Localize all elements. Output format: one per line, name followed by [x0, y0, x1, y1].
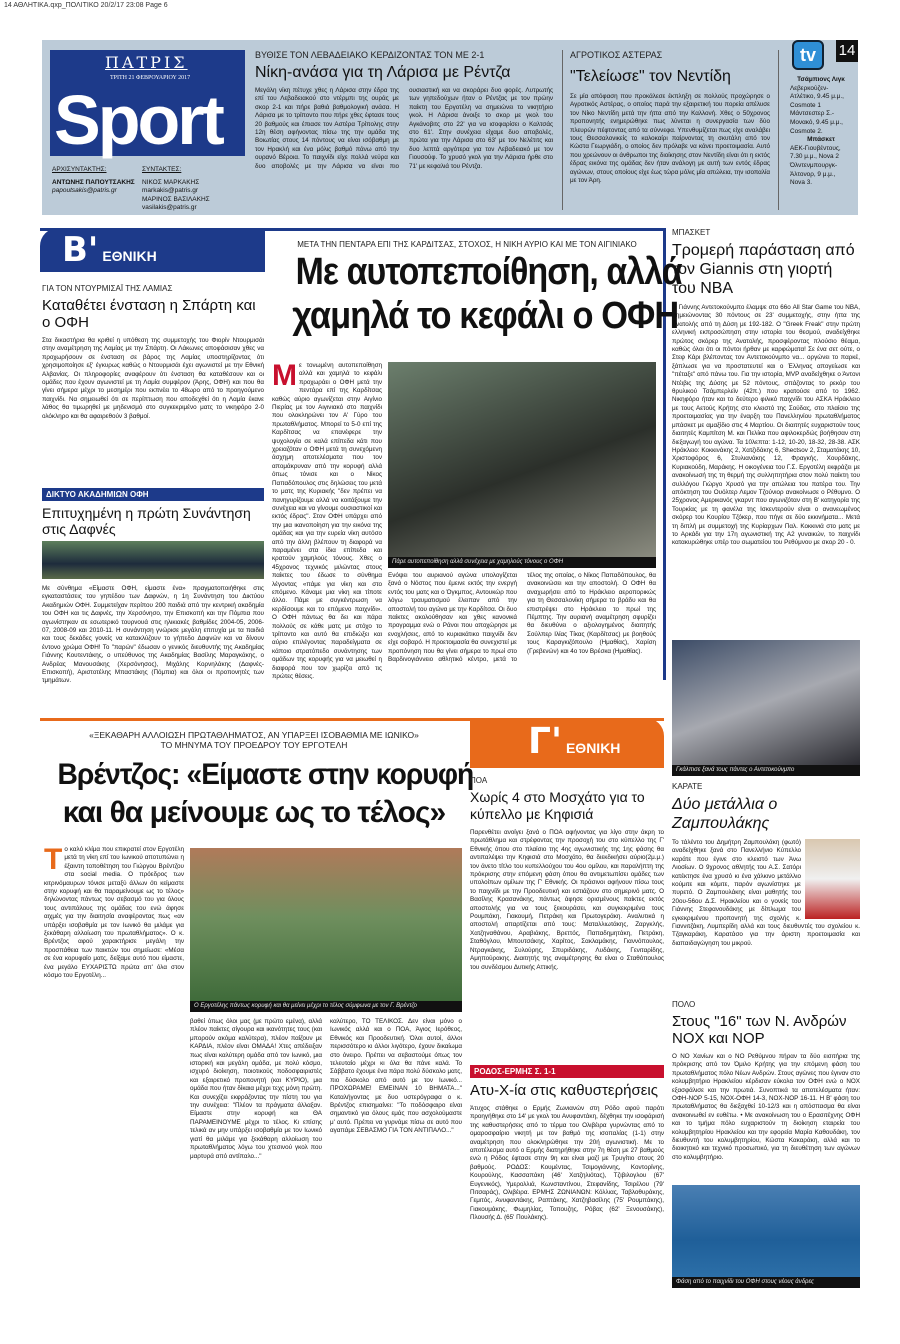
- article-kicker: ΤΟ ΜΗΝΥΜΑ ΤΟΥ ΠΡΟΕΔΡΟΥ ΤΟΥ ΕΡΓΟΤΕΛΗ: [160, 740, 348, 750]
- print-slug: 14 ΑΘΛΗΤΙΚΑ.qxp_ΠΟΛΙΤΙΚΟ 20/2/17 23:08 Page 6: [4, 2, 168, 9]
- issue-date: ΤΡΙΤΗ 21 ΦΕΒΡΟΥΑΡΙΟΥ 2017: [110, 75, 191, 81]
- writers-credit: [142, 166, 247, 213]
- divider: [778, 50, 779, 210]
- article-body: Σε μία απόφαση που προκάλεσε έκπληξη σε πολλούς προχώρησε ο Αγροτικός Αστέρας, ο οποίος παρά την εξαιρετική του πορεία απέλυσε τον Νίκο Νεντίδη μετά την ήττα από την Καλλονή. Χθες ο 50χρονος προπονητής ενημερώθηκε πως λύνεται η συνεργασία των δύο πλευρών πέφτοντας από τα σύννεφα. Υπενθυμίζεται πως είχε αναλάβει τους Θεσσαλονικείς το καλοκαίρι παίρνοντας τη σκυτάλη από τον Κώστα Γεωργιάδη, ο οποίος δεν πρόλαβε να κάνει προετοιμασία. Αυτό που χρεώνουν οι άνθρωποι της διοίκησης στον Νεντίδη είναι ότι η εκτός έδρας εικόνα της ομάδας δεν ήταν ανάλογη με αυτή των εντός έδρας αγώνων, στους οποίους είχε έως τώρα μόλις μία απώλεια, την ισοπαλία με τον Άρη.: [570, 93, 770, 185]
- page-number: 14: [836, 40, 858, 62]
- section-name: Sport: [54, 81, 222, 159]
- article-body: ο καλό κλίμα που επικρατεί στον Εργοτέλη μετά τη νίκη επί του Ιωνικού αποτυπώνει η έξαιντη τοποθέτηση του Γιώργου Βρέντζου στα social media. Ο πρόεδρος των κιτρινόμαυρων τόνισε μεταξύ άλλων ότι κείμαστε στην κορυφή και θα παραμείνουμε ως το τέλος» δηλώνοντας πάντως τον σεβασμό του για όλους τους αντιπάλους της ομάδας του ενώ άφησε αιχμές για την διαιτησία αναφέροντας πως «αν υπάρξει ισοβαθμία με τον Ιωνικό θα μιλάμε για ξεκάθαρη αλλοίωση του πρωταθλήματος». Ο κ. Βρέντζος αφού χαρακτήρισε μεγάλη την προσπάθεια των παικτών του σημείωσε: «Μέσα σε ένα κορυφαίο ματς, δείξαμε αυτό που είμαστε, ένα μεγάλο ΕΥΧΑΡΙΣΤΩ πρώτα απ' όλα στον κόσμο του Εργοτέλη...: [44, 846, 184, 980]
- article-title: χαμηλά το κεφάλι ο ΟΦΗ: [292, 295, 679, 337]
- photo-caption: Γκάλπισε ξανά τους πάντες ο Αντετοκούνμπο: [672, 765, 860, 776]
- article-body: Άτυχος στάθηκε ο Ερμής Ζωνιανών στη Ρόδο αφού παρότι προηγήθηκε στο 14' με γκολ του Ανυφαντάκη, δέχθηκε την ισοφάρισή της καθυστερήσεις από το τέρμα του Ολιβέιρα γυρνώντας από το ομαροσφαίριο νικητή με τον βαθμό της ισοπαλίας (1-1) στην αναμέτρηση που ολοκληρώθηκε την 20ή αγωνιστική. Με το αποτέλεσμα αυτό ο Ερμής διατηρήθηκε στην 7η θέση με 27 βαθμούς ενώ η Ρόδος έφτασε στην 9η και είναι μαζί με Τρυγίτιο στους 20 βαθμούς. ΡΟΔΟΣ: Κουμέντας, Τσιμογιάννης, Κοντορίνης, Κουρούλης, Κασσαπάκη (46' Χατζηλιότας), Τζιβιλογλου (67' Ευγενικός), Υμερολλιά, Κωνσταντίνου, Στεφανίδης, Τσιρέλου (79' Πιτσαράς), Ολιβέιρα. ΕΡΜΗΣ ΖΩΝΙΑΝΩΝ: Κόλλιας, Ταβλοθυράκης, Γεμιτός, Ανυφαντάκης, Ραπτάκης, Χατζηβασίλης (75' Ρουμπάκης), Γιακουμάκης, Φωμηλίας, Τοπουζης, Ρόβας (62' Ξενουσάκης), Πλουσής Δ. (65' Πουλάκης).: [470, 1105, 664, 1222]
- article-nba: [672, 228, 860, 606]
- editor-label: ΑΡΧΙΣΥΝΤΑΚΤΗΣ:: [52, 166, 107, 173]
- article-kicker: ΒΥΘΙΣΕ ΤΟΝ ΛΕΒΑΔΕΙΑΚΟ ΚΕΡΔΙΖΟΝΤΑΣ ΤΟΝ ΜΕ 2-1: [255, 50, 485, 60]
- masthead-logo: [50, 50, 245, 159]
- drop-cap: Μ: [272, 359, 297, 392]
- academy-photo: [42, 541, 264, 579]
- article-title-line: [44, 756, 474, 794]
- section-bar: ΡΟΔΟΣ-ΕΡΜΗΣ Σ. 1-1: [470, 1065, 664, 1078]
- ofi-players-photo: [388, 362, 656, 557]
- article-nentidis: [570, 50, 770, 203]
- article-title: Καταθέτει ένσταση η Σπάρτη και ο ΟΦΗ: [42, 297, 256, 331]
- article-ergotelis: [44, 730, 474, 832]
- ergotelis-photo: [190, 848, 462, 1001]
- article-kicker: ΚΑΡΑΤΕ: [672, 782, 703, 791]
- article-title: και θα μείνουμε ως το τέλος»: [62, 796, 446, 829]
- editor-credit: [52, 166, 140, 196]
- divider: [562, 50, 563, 210]
- article-kicker: ΜΠΑΣΚΕΤ: [672, 228, 711, 237]
- article-body: ε τονωμένη αυτοπεποίθηση αλλά και χαμηλά το κεφάλι προχωράει ο ΟΦΗ μετά την πεντάρα επί της Καρδίτσας καθώς αύριο αγωνίζεται στην Αιγίνιο Πιερίας με τον Αιγινιακό στο παιχνίδι που ολοκληρώνει τον Α' Γύρο του πρωταθλήματος. Μπορεί το 5-0 επί της Καρδίτσας να επανέφερε την ψυχολογία σε καλά επίπεδα κάτι που χρειαζόταν ο ΟΦΗ μετά τη συνεχόμενη άσχημη αποτελέσματα που τον απομάκρυναν από την κορυφή αλλά όπως τόνισε και ο Νίκος Παπαδόπουλος στις δηλώσεις του μετά το ματς της Κυριακής "δεν πρέπει να πανηγυρίζουμε αλλά να κοιτάξουμε την συνέχεια και να γίνουμε ουσιαστικοί και εκτός έδρας". Στον ΟΦΗ υπάρχει από την μια ικανοποίηση για την εικόνα της ομάδας και για την ευρεία νίκη αυτόσο από την άλλη βλέπουν τη διαφορά να παραμένει στα ίδια επίπεδα και κρατούν χαμηλούς τόνους. Χθες ο 45χρονος τεχνικός μιλώντας στους παίκτες του έδωσε το σύνθημα λέγοντας «πάμε για νίκη και στο επόμενο. Κάναμε μια νίκη και τίποτε άλλο. Πάμε με συγκέντρωση να κερδίσουμε και το επόμενο παιχνίδι». Ο ΟΦΗ πάντως θα δει και πάρα πολλούς σε κάθε ματς με στόχο το τρίποντο και αυτό θα επιδιώξει και αύριο επιλέγοντας παραδείγματα σε κάποιο στρατόπεδο συνάντησης των ομάδων της κορυφής για να μειωθεί η διαφορά που τον χωρίζει από τις πρώτες θέσεις.: [272, 362, 382, 681]
- tv-item: Όλντενμπουργκ-Άλτονορ, 9 μ.μ., Nova 3.: [790, 161, 838, 187]
- drop-cap: Τ: [44, 843, 63, 876]
- article-body: Στα δικαστήρια θα κριθεί η υπόθεση της συμμετοχής του Φιορίν Ντουρμισάι στην αναμέτρηση της Λαμίας με την Σπάρτη. Οι Λάκωνες αποφάσισαν χθες να προχωρήσουν σε ένσταση σε βάρος της Λαμίας υποστηρίζοντας ότι χρησιμοποίησε εξ' έγκυρως καθώς ο Ντουρμισάι έχει αγωνιστεί με την Εθνική Αλβανίας. Οι πληροφορίες αναφέρουν ότι ένσταση θα καταθέσουν και οι ομάδες που έχουν αγωνιστεί με τη Λαμία συμφέρον (Άρης, ΟΦΗ) και που θα γίνει σήμερα μέχρι το μεσημέρι που εκπνέει το 48ωρο από το προηγούμενο παιχνίδι. Να σημειωθεί ότι σε περίπτωση που αποδεχθεί ότι η Λαμία έκανε λάθος θα τιμωρηθεί με μηδενισμό στο συγκεκριμένο ματς το νικηφόρο 2-0 ολόκληρο και θα αφαιρεθούν 3 βαθμοί.: [42, 337, 264, 420]
- editor-email: papoutsakis@patris.gr: [52, 187, 117, 195]
- article-academy: [42, 488, 264, 686]
- tv-item: Λεβερκούζεν-Ατλέτικο, 9.45 μ.μ., Cosmote 1: [790, 84, 844, 109]
- brand-name: ΠΑΤΡΙΣ: [105, 53, 188, 72]
- section-tab-letter: Γ': [528, 721, 562, 762]
- photo-caption: Φάση από το παιχνίδι του ΟΦΗ στους νέους άνδρες: [672, 1277, 860, 1288]
- polo-photo: [672, 1185, 860, 1277]
- article-title-line: [272, 294, 679, 338]
- karate-photo: [805, 839, 860, 919]
- article-body: καλύτερο, ΤΟ ΤΕΛΙΚΟΣ. Δεν είναι μόνο ο Ιωνικός αλλά και ο ΠΟΑ, Άγιος Ιερόθεος, Εθνικός και Προοδευτική. Όλοι αυτοί, άλλοι περισσότερο κι άλλοι λιγότερο, έχουν δικαίωμα στο όνειρο. Πρέπει να σεβαστούμε όπως τον τελευταίο μέχρι κι όλα θα πάνε καλά. Το Σάββατο έχουμε ένα πάρα πολύ δύσκολο ματς, πιο δύσκολο από αυτό με τον Ιωνικό... ΠΡΟΧΩΡΑΜΕ! ΕΜΕΙΝΑΝ 10 ΒΗΜΑΤΑ..." Καταλήγοντας με δυο υστερόγραφα ο κ. Βρέντζος επισημαίνει: "Το ποδόσφαιρο είναι σημαντικό για όλους εμάς που ασχολούμαστε μ' αυτό. Πρέπει να γυρνάμε πίσω σε αυτό που αγαπάμε ΣΕΒΑΣΜΟ ΓΙΑ ΤΟΝ ΑΝΤΙΠΑΛΟ...": [330, 1018, 462, 1135]
- article-title: Νίκη-ανάσα για τη Λάρισα με Ρέντζα: [255, 64, 511, 81]
- article-kicker: ΓΙΑ ΤΟΝ ΝΤΟΥΡΜΙΣΑΪ ΤΗΣ ΛΑΜΙΑΣ: [42, 284, 173, 293]
- article-body: Μεγάλη νίκη πέτυχε χθες η Λάρισα στην έδρα της επί του Λεβαδειακού στο ντέρμπι της ουράς με σκορ 2-1 και πήρε βαθιά βαθμολογική ανάσα. Η Λάρισα με το τρίποντο που πήρε χθες έφτασε τους 20 βαθμούς και έπιασε τον Αστέρα Τρίπολης στην 12η θέση αφήνοντας πίσω της την ομάδα της Βοιωτίας στους 14 πόντους να είναι ισόβαθμη με τον Ηρακλή και ένα μόλις βαθμό πάνω από την ουρανό Βέροια. Το παιχνίδι είχε πολλά νεύρα και δυο αποβολές με την Λάρισα να είναι πιο ουσιαστική και να σκοράρει δυο φορές. Λυτρωτής των γηπεδούχων ήταν ο Ρέντζας με τον πρώην παίκτη του Εργοτέλη να σημειώνει το νικητήριο γκολ. Η Λάρισα άνοιξε το σκορ με γκολ του Αγκάνοβιτς στο 22' για να ισοφαρίσει ο Καλτσάς στο 61'. Στην συνέχεια είχαμε δυο αποβολές, πρώτα για την Λάρισα στο 63' με τον Νελέτιτς και δυο λεπτά αργότερα για τον Λεβαδειακό με τον Γιουσούφ. Το χρυσό γκολ για την Λάρισα ήρθε στο 71' με κεφαλιά του Ρέντζα.: [255, 87, 553, 170]
- article-polo: [672, 1000, 860, 1180]
- article-kicker: ΜΕΤΑ ΤΗΝ ΠΕΝΤΑΡΑ ΕΠΙ ΤΗΣ ΚΑΡΔΙΤΣΑΣ, ΣΤΟΧΟΣ, Η ΝΙΚΗ ΑΥΡΙΟ ΚΑΙ ΜΕ ΤΟΝ ΑΙΓΙΝΙΑΚΟ: [297, 240, 637, 249]
- editor-name: ΑΝΤΩΝΗΣ ΠΑΠΟΥΤΣΑΚΗΣ: [52, 178, 135, 186]
- article-poa: [470, 776, 664, 1058]
- ofi-body-1: [272, 359, 382, 681]
- article-title: Στους "16" των Ν. Ανδρών ΝΟΧ και ΝΟΡ: [672, 1013, 847, 1047]
- photo-caption: Ο Εργοτέλης πάντως κορυφή και θα μείνει μέχρι το τέλος σύμφωνα με τον Γ. Βρέντζο: [190, 1001, 462, 1012]
- article-ofi: [272, 240, 682, 338]
- writer: ΝΙΚΟΣ ΜΑΡΚΑΚΗΣ markakis@patris.gr: [142, 178, 200, 195]
- section-tab-g-ethniki: [470, 718, 664, 768]
- article-title: Τρομερή παράσταση από τον Giannis στη γιορτή του NBA: [672, 242, 855, 297]
- article-kicker: ΠΟΛΟ: [672, 1000, 696, 1009]
- section-tab-b-ethniki: [40, 228, 265, 272]
- article-karate: [672, 782, 860, 981]
- article-larisa: [255, 50, 553, 212]
- article-body: Με σύνθημα «Είμαστε ΟΦΗ, είμαστε ένα» πραγματοποιήθηκε στις εγκαταστάσεις του γηπέδου των Δαφνών, η 1η Συνάντηση του Δικτύου Ακαδημιών ΟΦΗ. Συμμετείχαν περίπου 200 παιδιά από την κεντρική ακαδημία του ΟΦΗ και τις Δαφνές, την Χερσόνησο, την Επισκοπή και την Πόμπια που αγωνίστηκαν σε εσωτερικό τουρνουά στις ηλικιακές βαθμίδες 2004-05, 2006-07, 2008-09 και 2010-11. Η συνάντηση γνώρισε μεγάλη επιτυχία με τα παιδιά και τους δεκάδες γονείς να κατακλύζουν το γήπεδο Δαφνών και να δίνουν έντονο χρώμα ΟΦΗ! Το "παρών" έδωσαν ο γενικός διευθυντής της Ακαδημίας Γιάννης Κουτεντάκης, ο υπεύθυνος της Ακαδημίας Βασίλης Μαραγκάκης, ο Ανδρέας Μανουσάκης (Χερσόνησος), Μιχάλης Κορνηλάκης (Δαφνές-Επισκοπή), Αριστοτέλης Μπαστάκης (Πόμπια) και όλοι οι προπονητές των τμημάτων.: [42, 585, 264, 685]
- article-kicker: ΠΟΑ: [470, 776, 488, 785]
- ergotelis-body-1: [44, 843, 184, 1336]
- article-title: Με αυτοπεποίθηση, αλλά: [295, 251, 682, 293]
- article-title: Δύο μετάλλια ο Ζαμπουλάκης: [672, 796, 778, 832]
- section-tab-label: ΕΘΝΙΚΗ: [102, 248, 157, 264]
- article-kicker: ΑΓΡΟΤΙΚΟΣ ΑΣΤΕΡΑΣ: [570, 50, 663, 60]
- article-body: Ενόψει του αυριανού αγώνα υπολογίζεται ξανά ο Νόστος που έμεινε εκτός την ενεργή εντός του ματς και ο Όγκμπος, Αντουκώρ που λόγω τραυματισμού έλειπαν από την αποστολή του αγώνα με την Καρδίτσα. Οι δυο παίκτες ακολούθησαν και χθες κανονικά προγραμμα ενώ ο Ράνοι που αποχώρησε με ενοχλήσεις, από το κυριακάτικο παιχνίδι δεν είχε σοβαρό. Η προετοιμασία θα συνεχιστεί με προπόνηση που θα γίνει σήμερα το πρωί στο Βαρδινογιάννειο αθλητικό κέντρο, μετά το τέλος της οποίας, ο Νίκος Παπαδόπουλος, θα ανακοινώσει και την αποστολή. Ο ΟΦΗ θα αναχωρήσει από το Ηράκλειο αεροπορικώς για τη Θεσσαλονίκη σήμερα το βράδυ και θα επιστρέψει στο Ηράκλειο το πρωί της Πέμπτης. Την αυριανή αναμέτρηση σφυρίζει θα διευθύνει ο αξιολογημένος διαιτητής Σούλπερ Ιλίας Τίκας (Καρδίτσας) με βοηθούς τους Καραγκιζόπουλο (Ημαθίας), Χαρίση (Γρεβενών) και 4ο τον Βρέσκα (Ημαθίας).: [388, 572, 656, 664]
- writers-label: ΣΥΝΤΑΚΤΕΣ:: [142, 166, 182, 173]
- article-title-line: [272, 250, 682, 294]
- tv-item: ΑΕΚ-Γιουβέντους, 7.30 μ.μ., Nova 2: [790, 144, 841, 161]
- article-body: Ο ΝΟ Χανίων και ο ΝΟ Ρεθύμνου πήραν τα δύο εισιτήρια της πρόκρισης από τον Όμιλο Κρήτης για την επόμενη φάση του πρωταθλήματος πόλο Νέων Ανδρών. Στους αγώνες που έγιναν στο κολυμβητήριο Ηρακλείου κέρδισαν εύκολα τον ΟΦΗ ενώ ο ΝΟΧ εξασφάλισε και την πρωτιά. Συνοπτικά τα αποτελέσματα ήταν: ΟΦΗ-ΝΟΡ 5-15, ΝΟΧ-ΟΦΗ 14-3, ΝΟΧ-ΝΟΡ 16-11. Η Β' φάση του πρωταθλήματος θα διεξαχθεί 10-12/3 και η απόσπασμα θα είναι ανακοινωθεί εν ευθέτω. • Με ανακοίνωση του ο Ερασιτέχνης ΟΦΗ και το τμήμα πόλο ευχαριστούν τη διοίκηση εταιρεία του κολυμβητηρίου Ηρακλείου και την εφορεία Μαρία Καθουδάκη, τον διευθυντή του κολυμβητηρίου, Κώστα Κακαράκη, αλλά και το διοικητικό και τεχνικό προσωπικό, για τη διευθέτηση των αγώνων στο κολυμβητήριο.: [672, 1053, 860, 1161]
- tv-heading: Τσάμπιονς Λιγκ: [797, 76, 845, 83]
- article-title: Βρέντζος: «Είμαστε στην κορυφή: [57, 758, 474, 791]
- article-title-line: [44, 794, 464, 832]
- tv-item: Μάντσεστερ Σ.-Μονακό, 9.45 μ.μ., Cosmote 2.: [790, 110, 843, 135]
- article-body: Παρενθέτει ανοίγει ξανά ο ΠΟΑ αφήνοντας για λίγο στην άκρη το πρωτάθλημα και στρέφοντας την προσοχή του στο κύπελλο της Γ' Εθνικής όπου στο πλαίσιο της 4ης αγωνιστικής της 1ης φάσης θα αντιπαλέψει την Κηφισιά στο Μοσχάτο, θα διεκδικήσει αύριο(2μ.μ.) τον άνετο τίτλο του κυπελλούχου του 4ου ομίλου, και παραλήπτη της πρόκρισης στην επόμενη φάση όπου θα αντιμετωπίσει ομάδες των υπολοίπων ομίλων της Γ' Εθνικής. Οι πράσινοι αφήνουν πίσω τους το παιχνίδι με την Προοδευτική και εστιάζουν στο σημερινό ματς. Ο Βασίλης Κρασανάκης, πάντως άφησε ορισμένους παίκτες εκτός αποστολής για να τους ξεκουράσει, και συγκεκριμένα τους Ρουμπάκη, Γιακουμή, Πετράκη και Πρωτογεράκη. Αναλυτικά η αποστολή απαρτίζεται από τους: Ματαλλιωτάκης, Ζαργκλής, Χατζηναθάνου, Αραβιάκης, Βρεττός, Παπαδημητάκη, Πετράκη, Σταθόγλου, Μπουτσάκης, Χαρίτος, Σακλαμάκης, Γιαννόπουλος, Ντραγκάκης, Συλούρης, Σπυριδάκης, Λυδάκης, Γενιταρίδης, Αμηπούρακης. Διαιτητής της αναμέτρησης θα είναι ο Σταθόπουλος του συνδέσμου Δυτικής Αττικής.: [470, 829, 664, 971]
- article-kicker: «ΞΕΚΑΘΑΡΗ ΑΛΛΟΙΩΣΗ ΠΡΩΤΑΘΛΗΜΑΤΟΣ, ΑΝ ΥΠΑΡΞΕΙ ΙΣΟΒΑΘΜΙΑ ΜΕ ΙΩΝΙΚΟ»: [89, 730, 419, 740]
- article-lamia: [42, 284, 264, 429]
- writer: ΜΑΡΙΝΟΣ ΒΑΣΙΛΑΚΗΣ vasilakis@patris.gr: [142, 195, 210, 212]
- article-title: Χωρίς 4 στο Μοσχάτο για το κύπελλο με Κηφισιά: [470, 789, 645, 822]
- tv-icon: tv: [792, 40, 824, 70]
- nba-photo: [672, 640, 860, 765]
- section-bar: ΔΙΚΤΥΟ ΑΚΑΔΗΜΙΩΝ ΟΦΗ: [42, 488, 264, 501]
- article-title: Επιτυχημένη η πρώτη Συνάντηση στις Δαφνές: [42, 505, 251, 537]
- article-rodos: [470, 1065, 664, 1315]
- section-tab-label: ΕΘΝΙΚΗ: [565, 740, 621, 756]
- tv-listings: [790, 76, 852, 188]
- tv-heading: Μπάσκετ: [807, 136, 835, 144]
- section-tab-letter: Β': [62, 230, 99, 270]
- article-body: Ο Γιάννης Αντετοκούνμπο έλαμψε στο 66ο All Star Game του NBA, σημειώνοντας 30 πόντους σε 23' συμμετοχής, στην ήττα της Ανατολής από τη Δύση με 192-182. Ο "Greek Freak" στην πρώτη ελληνική εκπροσώπηση στην ιστορία του θεσμού, αναδείχθηκε πρώτος σκόρερ της Ανατολής, προσφέροντας πλούσιο θέαμα, καθώς όλοι ότι οι πόντοι ήρθαν με καρφώματα! Σε ένα σετ ούτε, ο Στεφ Κάρι βλέποντας τον Αντετοκούνμπο να... οργώνει το παρκέ, ξάπλωσε για να προστατευτεί και ο Έλληνας απογείωσε και "πέταξε" από πάνω του. Για την ιστορία, MVP αναδείχθηκε ο Άντονι Ντέιβις της Δύσης με 52 πόντους, σπάζοντας το ρεκόρ του θρυλικού Τσάμπερλεϊν (42π.) που κρατούσε από το 1962. Νικηφόρο ήταν και το δεύτερο φιλικό παιχνίδι του ΑΣΚΑ Ηράκλειο με τους Αετούς Κρήτης στο κλειστό της Σούδας, στο πλαίσιο της προετοιμασίας για την έναρξη του Πανελληνίου πρωταθλήματος μπάσκετ με αμαξίδιο στις 4 Μαρτίου. Οι διαιτητές ευχαριστούν τους διαιτητές Καμπίτση Μ. και Πελίκα που αφιλοκερδώς βοήθησαν στη διεξαγωγή του αγώνα. Τα 10λεπτα: 1-12, 10-20, 18-32, 28-38. ΑΣΚ Ηράκλειο: Κοκκινάκης 2, Χατζιδάκης 6, Shectsov 2, Σταματάκης 10, Χριστοφόρος 6, Στυλιανάκης 12, Φραγκής, Χουρδάκης, Κυριακούδη, Μαράκης. Η οικογένεια του Γ.Σ. Εργοτέλη εκφράζει με ανακοίνωσή της τη θερμή της συλληπητήρια στον πολύ παίκτη του συλλόγου Γιώργο Χρυσό για την απώλεια του πατέρα του. Την απόκτηση του Ουόλτερ Λεμον Τζούνιορ ανακοίνωσε ο Ρέθυμνο. Ο 25χρονος Αμερικανός γκαρντ που αγωνιζόταν στη Β' κατηγορία της Τουρκίας με τη φανέλα της Ισκεντερούν είναι ο ανανεωμένος σκόρερ του Κουρίου Τζόκερ, που πήγε σε δύο εκκινήματα... Μετά τη διπλή με συμμετοχή της Κυρίαρχων Παλ. Κοκκινιά στο ματς με το Αρκάδι για την 17η αγωνιστική της Α2 γυναικών, το παιχνίδι κατακυρώθηκε υπέρ του σωματείου του Ρεθύμνου με σκορ 20 - 0.: [672, 304, 860, 547]
- article-body: Το τάλέντο του Δημήτρη Ζαμπουλάκη (φωτό) αναδείχθηκε ξανά στο Πανελλήνιο Κύπελλο καράτε που έγινε στο κλειστό των Άνω Λιοσίων. Ο 9χρονος αθλητής του Α.Σ. Σατόρι κατέκτησε ένα χρυσό κι ένα χάλκινο μετάλλιο κούμιτε και κόμιτε, παρόν αγωνίστηκε με πυρετό. Ο Ζαμπουλάκης είναι μαθητής του 20ου-56ου Δ.Σ. Ηρακλείου και ο γονείς του Γιάννης Στεφανουδάκης με δίπλωμα του εγκεκριμένου προπονητή της σχολής κ. Γιαννιτζάκη, Λυμπερίδη αλλά και τους διευθυντές του σχολείου κ. Τζαγκαράκη, Καρατάσο για την άριστη προετοιμασία και διαπαιδαγώγηση του μικρού.: [672, 839, 860, 947]
- article-title: "Τελείωσε" τον Νεντίδη: [570, 68, 731, 85]
- article-body: βαθεί όπως όλοι μας (με πρώτο εμένα), αλλά πλέον παίκτες σίγουρα και ικανότητες τους (και μπορούν ακόμα καλύτερα), πλέον παίζουν με ΚΑΡΔΙΑ, πλέον είναι ΟΜΑΔΑ! Χτες απέδειξαν πως είναι καλύτερη ομάδα από τον Ιωνικό, μια ιστορική και μεγάλη ομάδα, με πολύ κόσμο, ισχυρό διοίκηση, ποιοτικούς ποδοσφαιριστές και εξαιρετικό προπονητή (και ΚΥΡΙΟ), μια ομάδα που ήταν δίκαια μέχρι τεχς μόνη πρώτη. Και συνεχίζει εκφράζοντας την πίστη του για την συνέχεια: "Πλέον τα πράγματα άλλαξαν. Είμαστε στην κορυφή και ΘΑ ΠΑΡΑΜΕΙΝΟΥΜΕ μέχρι το τέλος. Κι επίσης τελικά αν μην υπάρξει ισοβαθμία με τον Ιωνικό γιατί θα μιλάμε για ξεκάθαρη αλλοίωση του πρωταθλήματος λόγω του χτεσινού γκολ που μαρτυρά από αντίπαλο...": [190, 1018, 322, 1160]
- photo-caption: Πάρε αυτοπεποίθηση αλλά συνέχεια με χαμηλούς τόνους ο ΟΦΗ: [388, 557, 656, 568]
- article-title: Ατυ-Χ-ία στις καθυστερήσεις: [470, 1082, 658, 1099]
